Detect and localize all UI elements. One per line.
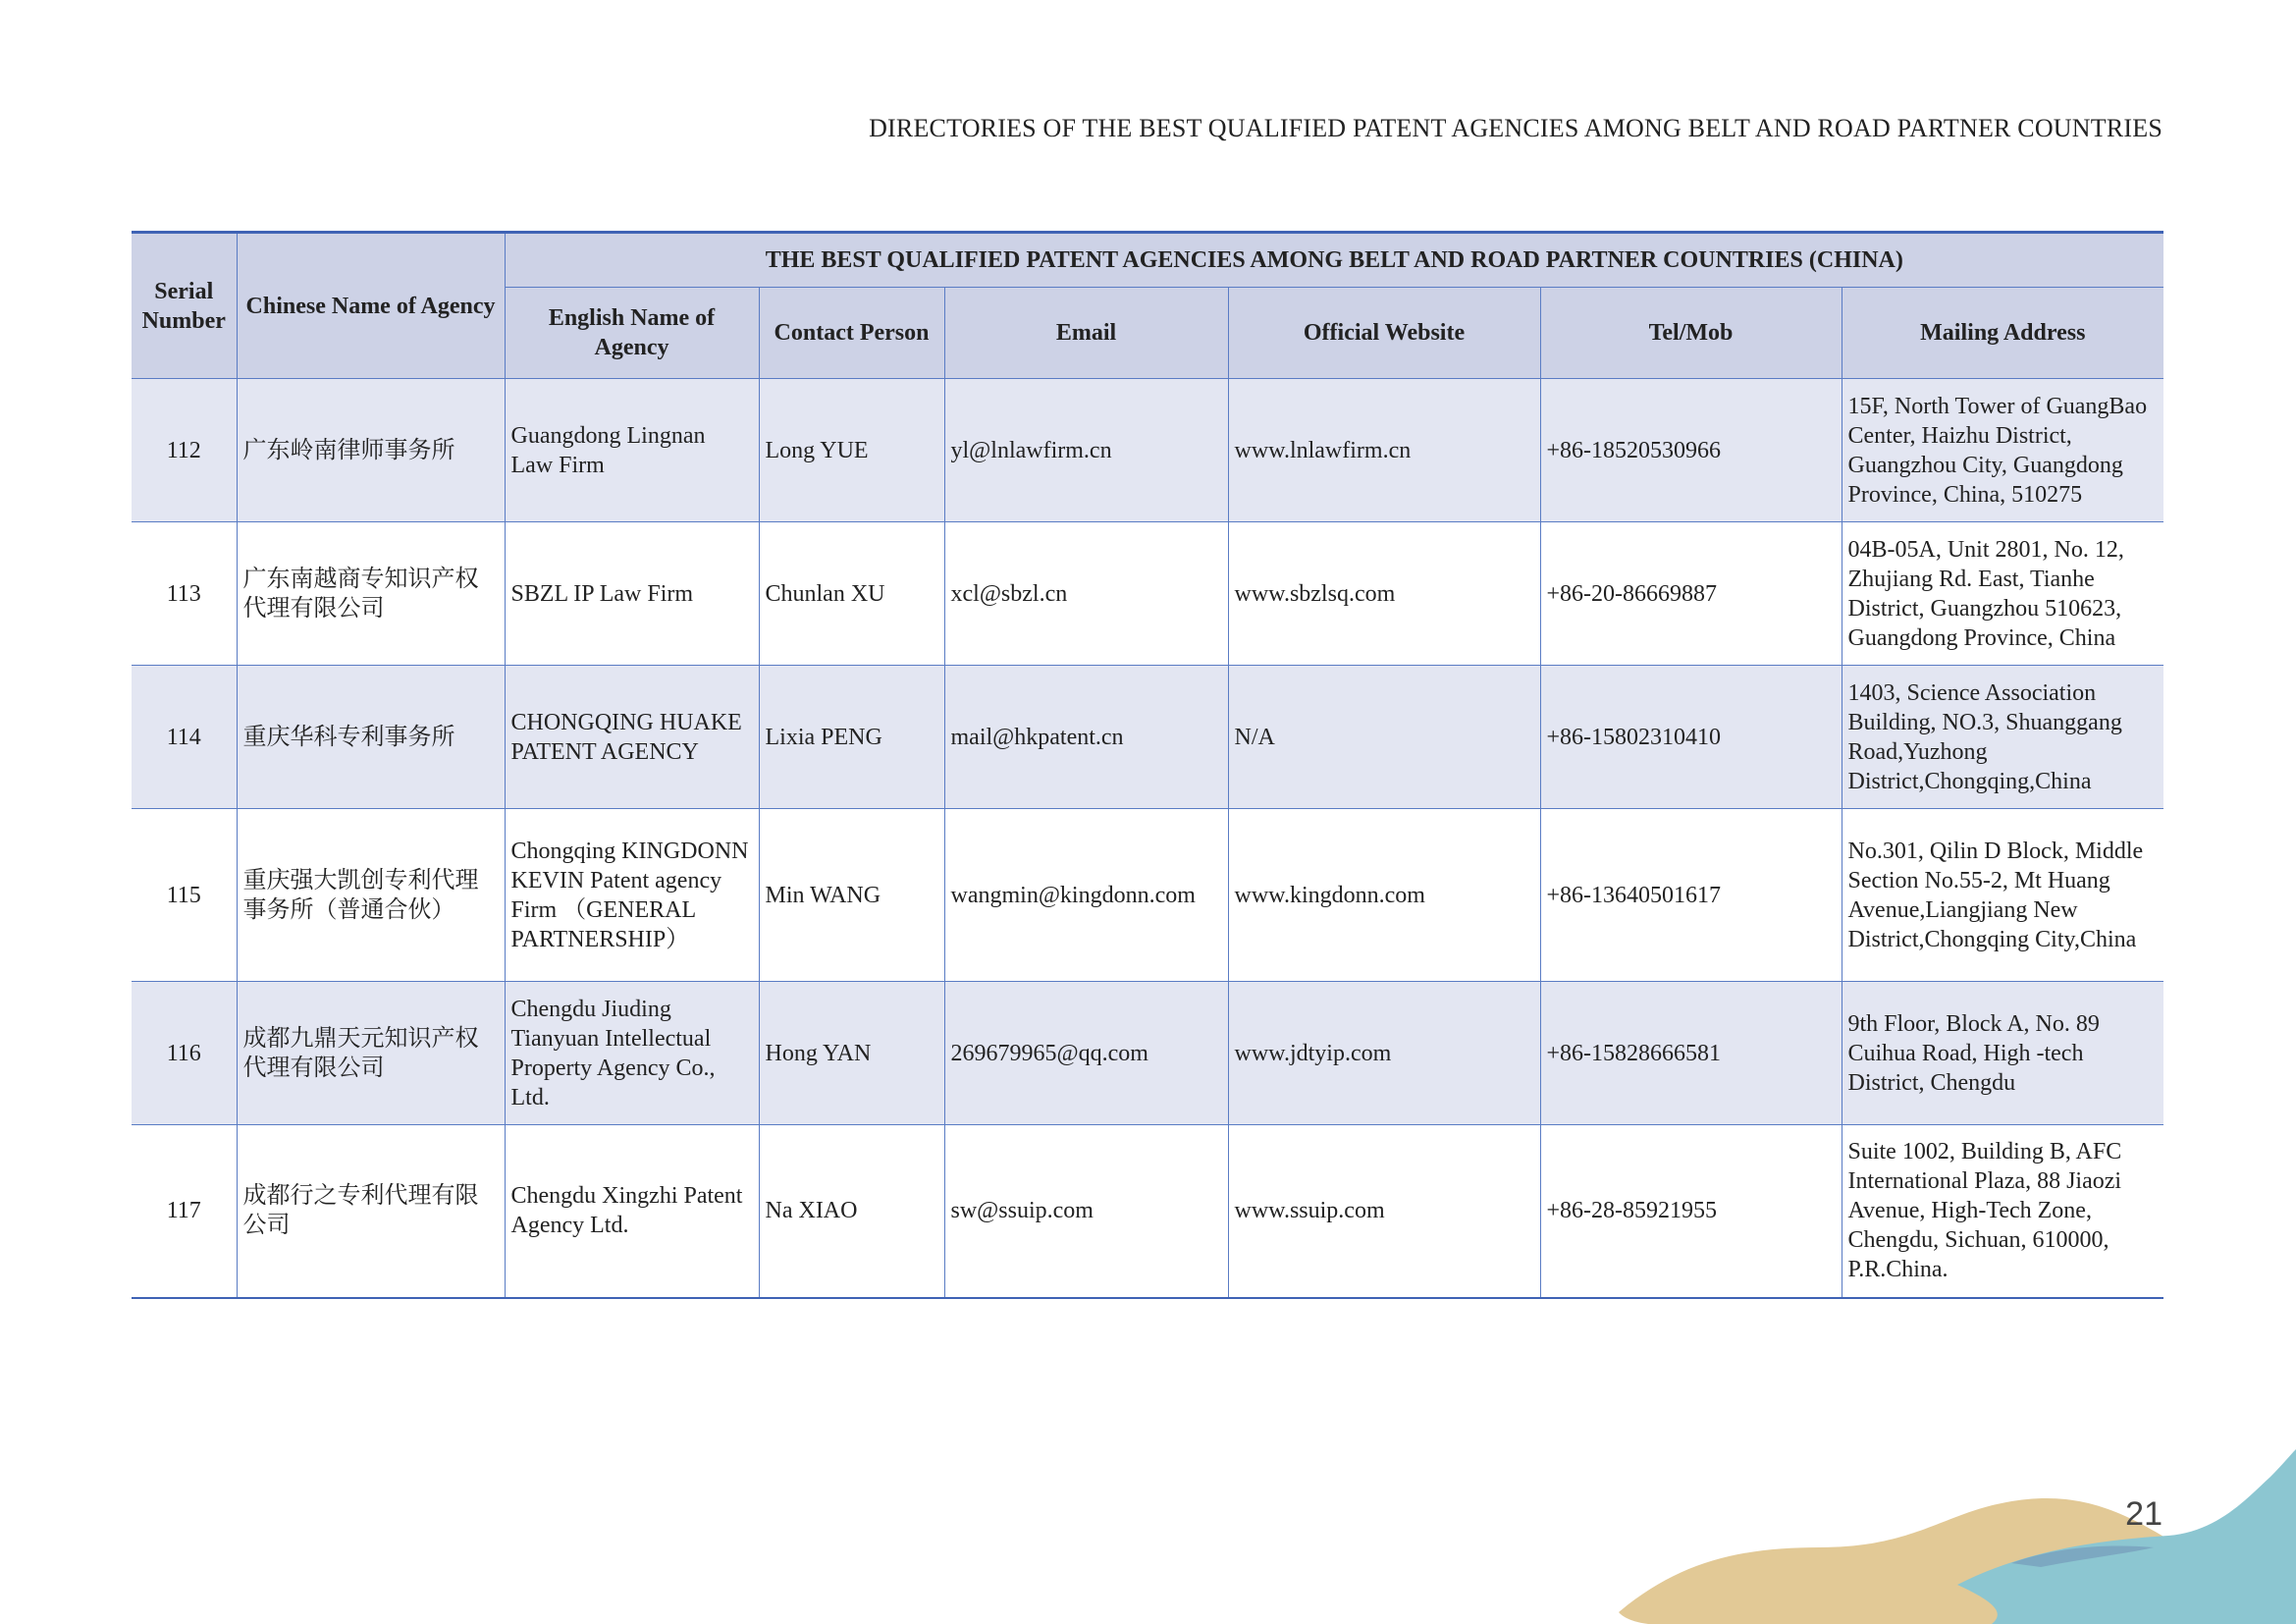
website-cell: N/A [1228, 666, 1540, 809]
column-header-serial: Serial Number [132, 233, 237, 379]
table-row [132, 982, 2163, 1125]
column-header-chinese-name: Chinese Name of Agency [237, 233, 505, 379]
agency-directory-table [132, 231, 2163, 1299]
serial-number-cell: 113 [132, 522, 237, 666]
chinese-name-cell: 成都行之专利代理有限公司 [237, 1125, 505, 1298]
contact-person-cell: Lixia PENG [759, 666, 944, 809]
decorative-wave-graphic [1619, 1437, 2296, 1624]
column-header-contact-person: Contact Person [759, 288, 944, 379]
chinese-name-cell: 重庆强大凯创专利代理事务所（普通合伙） [237, 809, 505, 982]
mailing-address-cell: 04B-05A, Unit 2801, No. 12, Zhujiang Rd. East, Tianhe District, Guangzhou 510623, Guangdong Province, China [1842, 522, 2163, 666]
page-header-title: DIRECTORIES OF THE BEST QUALIFIED PATENT AGENCIES AMONG BELT AND ROAD PARTNER COUNTRIES [869, 114, 2163, 142]
website-cell: www.kingdonn.com [1228, 809, 1540, 982]
english-name-cell: SBZL IP Law Firm [505, 522, 759, 666]
website-cell: www.lnlawfirm.cn [1228, 379, 1540, 522]
chinese-name-cell: 成都九鼎天元知识产权代理有限公司 [237, 982, 505, 1125]
tel-cell: +86-15802310410 [1540, 666, 1842, 809]
tel-cell: +86-28-85921955 [1540, 1125, 1842, 1298]
serial-number-cell: 114 [132, 666, 237, 809]
chinese-name-cell: 重庆华科专利事务所 [237, 666, 505, 809]
mailing-address-cell: Suite 1002, Building B, AFC International Plaza, 88 Jiaozi Avenue, High-Tech Zone, Chengdu, Sichuan, 610000, P.R.China. [1842, 1125, 2163, 1298]
email-cell: yl@lnlawfirm.cn [944, 379, 1228, 522]
serial-number-cell: 116 [132, 982, 237, 1125]
mailing-address-cell: No.301, Qilin D Block, Middle Section No.55-2, Mt Huang Avenue,Liangjiang New District,Chongqing City,China [1842, 809, 2163, 982]
table-row [132, 522, 2163, 666]
english-name-cell: Chengdu Jiuding Tianyuan Intellectual Property Agency Co., Ltd. [505, 982, 759, 1125]
column-header-mailing-address: Mailing Address [1842, 288, 2163, 379]
email-cell: xcl@sbzl.cn [944, 522, 1228, 666]
serial-number-cell: 112 [132, 379, 237, 522]
website-cell: www.jdtyip.com [1228, 982, 1540, 1125]
table-body [132, 379, 2163, 1298]
column-header-email: Email [944, 288, 1228, 379]
english-name-cell: CHONGQING HUAKE PATENT AGENCY [505, 666, 759, 809]
table-header [132, 233, 2163, 379]
tel-cell: +86-20-86669887 [1540, 522, 1842, 666]
english-name-cell: Chongqing KINGDONN KEVIN Patent agency Firm （GENERAL PARTNERSHIP） [505, 809, 759, 982]
serial-number-cell: 115 [132, 809, 237, 982]
contact-person-cell: Na XIAO [759, 1125, 944, 1298]
column-header-english-name: English Name of Agency [505, 288, 759, 379]
website-cell: www.sbzlsq.com [1228, 522, 1540, 666]
tel-cell: +86-18520530966 [1540, 379, 1842, 522]
mailing-address-cell: 9th Floor, Block A, No. 89 Cuihua Road, High -tech District, Chengdu [1842, 982, 2163, 1125]
email-cell: sw@ssuip.com [944, 1125, 1228, 1298]
tel-cell: +86-13640501617 [1540, 809, 1842, 982]
tel-cell: +86-15828666581 [1540, 982, 1842, 1125]
contact-person-cell: Hong YAN [759, 982, 944, 1125]
email-cell: 269679965@qq.com [944, 982, 1228, 1125]
table-row [132, 666, 2163, 809]
table-row [132, 379, 2163, 522]
website-cell: www.ssuip.com [1228, 1125, 1540, 1298]
chinese-name-cell: 广东南越商专知识产权代理有限公司 [237, 522, 505, 666]
column-header-official-website: Official Website [1228, 288, 1540, 379]
english-name-cell: Guangdong Lingnan Law Firm [505, 379, 759, 522]
chinese-name-cell: 广东岭南律师事务所 [237, 379, 505, 522]
table-row [132, 809, 2163, 982]
contact-person-cell: Long YUE [759, 379, 944, 522]
mailing-address-cell: 15F, North Tower of GuangBao Center, Haizhu District, Guangzhou City, Guangdong Province, China, 510275 [1842, 379, 2163, 522]
column-header-tel-mob: Tel/Mob [1540, 288, 1842, 379]
serial-number-cell: 117 [132, 1125, 237, 1298]
english-name-cell: Chengdu Xingzhi Patent Agency Ltd. [505, 1125, 759, 1298]
email-cell: wangmin@kingdonn.com [944, 809, 1228, 982]
contact-person-cell: Min WANG [759, 809, 944, 982]
email-cell: mail@hkpatent.cn [944, 666, 1228, 809]
table-row [132, 1125, 2163, 1298]
page-number: 21 [2125, 1495, 2163, 1533]
mailing-address-cell: 1403, Science Association Building, NO.3, Shuanggang Road,Yuzhong District,Chongqing,China [1842, 666, 2163, 809]
contact-person-cell: Chunlan XU [759, 522, 944, 666]
table-group-title: THE BEST QUALIFIED PATENT AGENCIES AMONG BELT AND ROAD PARTNER COUNTRIES (CHINA) [505, 233, 2163, 288]
